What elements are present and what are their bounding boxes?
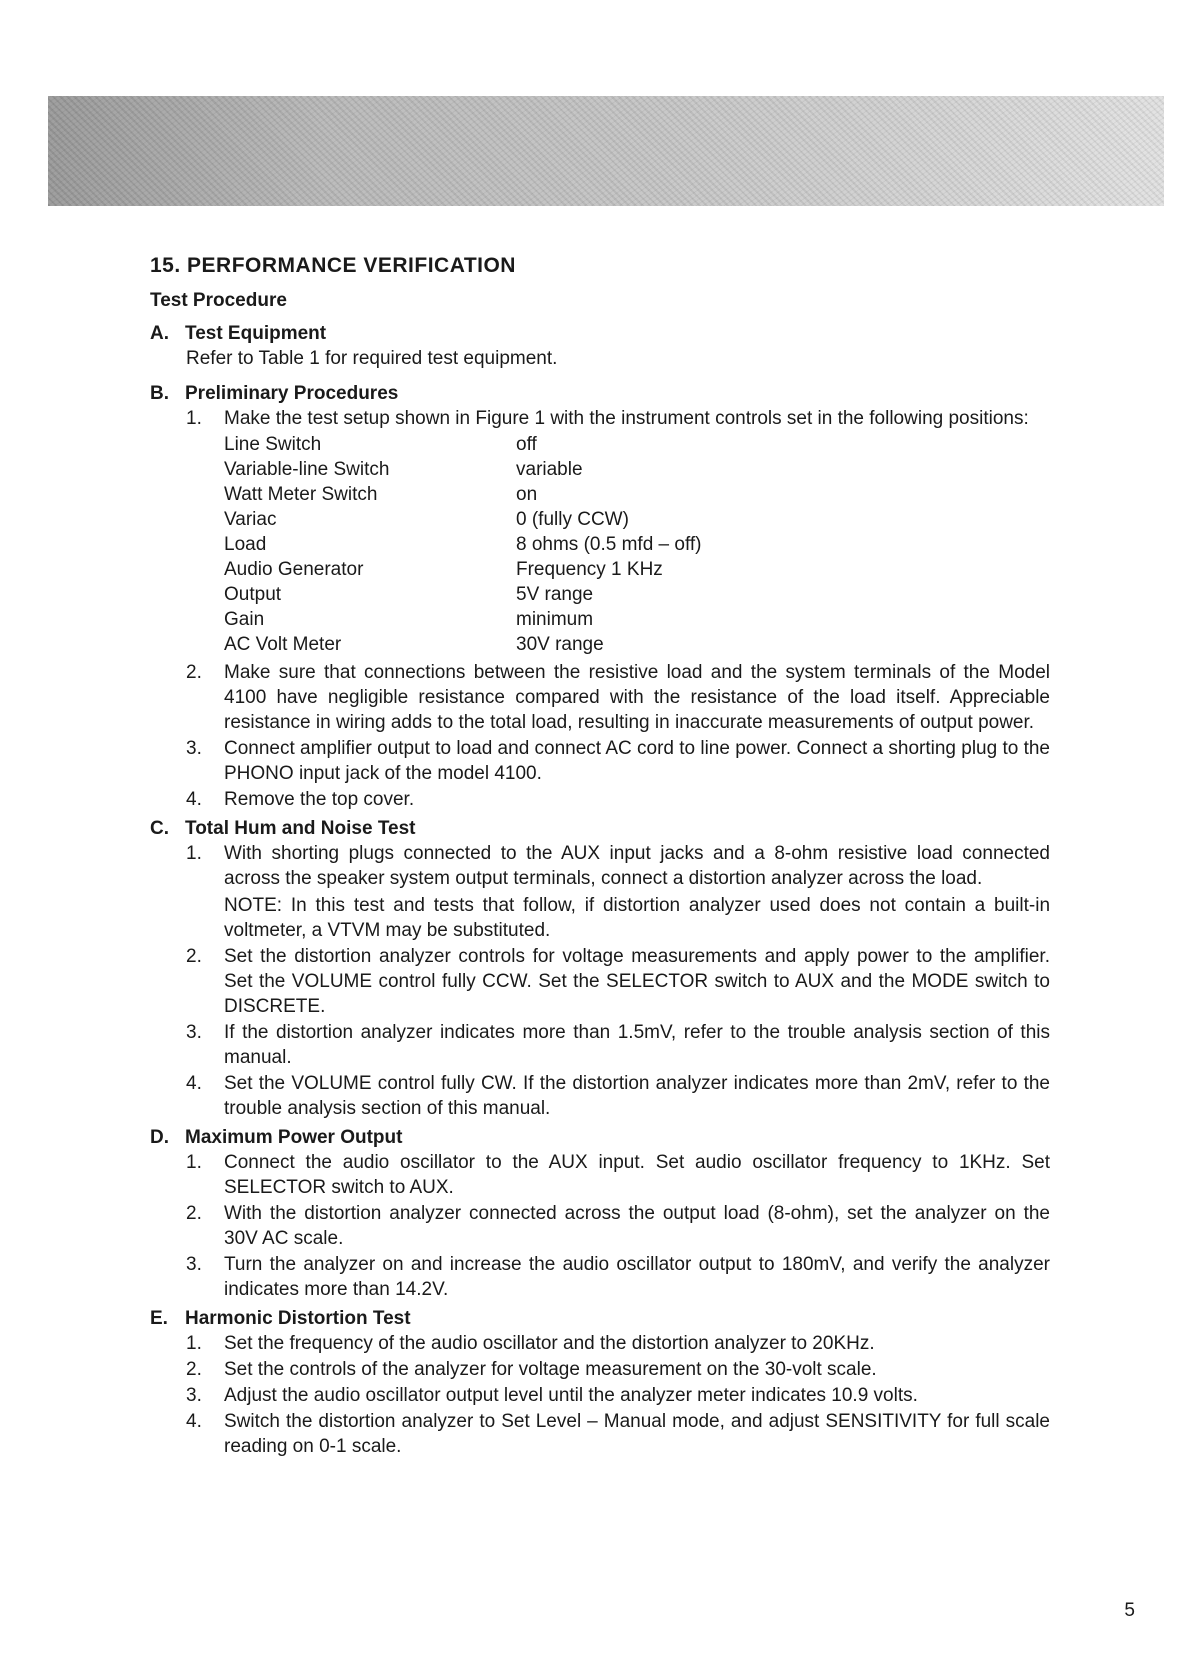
item-number: 1. xyxy=(186,843,202,864)
note-text: In this test and tests that follow, if distortion analyzer used does not contain a built-in voltmeter, a VTVM may be substituted. xyxy=(224,895,1051,941)
setting-control: Load xyxy=(224,534,267,555)
section-title-text: Test Equipment xyxy=(185,323,327,344)
section-a-heading xyxy=(150,321,1050,346)
list-item xyxy=(186,406,1050,659)
section-letter: E. xyxy=(150,1308,168,1329)
setting-control: AC Volt Meter xyxy=(224,634,342,655)
list-item xyxy=(186,1071,1050,1121)
item-number: 1. xyxy=(186,1152,202,1173)
item-text: Make sure that connections between the resistive load and the system terminals of the Model 4100 have negligible resistance compared with the resistance of the load itself. Appreciable resistance in wiring adds to the total load, resulting in inaccurate measurements of output power. xyxy=(224,662,1050,733)
settings-row xyxy=(224,582,1050,607)
page-content xyxy=(150,253,1050,1463)
item-number: 3. xyxy=(186,1022,202,1043)
section-letter: A. xyxy=(150,323,169,344)
item-text: Set the frequency of the audio oscillator and the distortion analyzer to 20KHz. xyxy=(224,1333,875,1354)
list-item xyxy=(186,1020,1050,1070)
section-title-text: Preliminary Procedures xyxy=(185,383,399,404)
item-number: 2. xyxy=(186,1203,202,1224)
item-text: Set the VOLUME control fully CW. If the distortion analyzer indicates more than 2mV, refer to the trouble analysis section of this manual. xyxy=(224,1073,1050,1119)
item-number: 3. xyxy=(186,738,202,759)
section-letter: D. xyxy=(150,1127,169,1148)
note-label: NOTE: xyxy=(224,895,283,916)
settings-table xyxy=(224,432,1050,657)
section-title-text: Harmonic Distortion Test xyxy=(185,1308,411,1329)
section-e xyxy=(150,1306,1050,1459)
setting-control: Output xyxy=(224,584,282,605)
item-text: With shorting plugs connected to the AUX input jacks and a 8-ohm resistive load connected across the speaker system output terminals, connect a distortion analyzer across the load. xyxy=(224,843,1050,889)
test-procedure-heading: Test Procedure xyxy=(150,290,287,311)
list-item xyxy=(186,1357,1050,1382)
setting-value: 30V range xyxy=(516,634,604,655)
section-b xyxy=(150,381,1050,812)
setting-value: Frequency 1 KHz xyxy=(516,559,663,580)
settings-row xyxy=(224,507,1050,532)
setting-value: variable xyxy=(516,459,583,480)
section-title-text: Total Hum and Noise Test xyxy=(185,818,416,839)
setting-value: off xyxy=(516,434,537,455)
item-number: 4. xyxy=(186,789,202,810)
setting-value: 8 ohms (0.5 mfd – off) xyxy=(516,534,702,555)
list-item xyxy=(186,1409,1050,1459)
settings-row xyxy=(224,482,1050,507)
section-letter: B. xyxy=(150,383,169,404)
setting-control: Gain xyxy=(224,609,265,630)
item-text: Adjust the audio oscillator output level until the analyzer meter indicates 10.9 volts. xyxy=(224,1385,918,1406)
setting-control: Watt Meter Switch xyxy=(224,484,378,505)
settings-row xyxy=(224,557,1050,582)
settings-row xyxy=(224,532,1050,557)
item-text: Turn the analyzer on and increase the audio oscillator output to 180mV, and verify the analyzer indicates more than 14.2V. xyxy=(224,1254,1050,1300)
item-number: 1. xyxy=(186,408,202,429)
item-text: Make the test setup shown in Figure 1 with the instrument controls set in the following positions: xyxy=(224,408,1029,429)
setting-value: 0 (fully CCW) xyxy=(516,509,629,530)
note xyxy=(224,893,1050,943)
item-number: 2. xyxy=(186,1359,202,1380)
item-number: 3. xyxy=(186,1385,202,1406)
list-item xyxy=(186,1201,1050,1251)
list-item xyxy=(186,944,1050,1019)
item-text: Connect the audio oscillator to the AUX input. Set audio oscillator frequency to 1KHz. Set SELECTOR switch to AUX. xyxy=(224,1152,1050,1198)
item-number: 4. xyxy=(186,1411,202,1432)
item-text: With the distortion analyzer connected across the output load (8-ohm), set the analyzer on the 30V AC scale. xyxy=(224,1203,1050,1249)
item-number: 2. xyxy=(186,946,202,967)
section-d-heading xyxy=(150,1125,1050,1150)
item-number: 3. xyxy=(186,1254,202,1275)
section-c xyxy=(150,816,1050,1121)
page-number: 5 xyxy=(1124,1600,1135,1621)
section-letter: C. xyxy=(150,818,169,839)
item-text: Set the controls of the analyzer for voltage measurement on the 30-volt scale. xyxy=(224,1359,877,1380)
item-number: 4. xyxy=(186,1073,202,1094)
setting-control: Variac xyxy=(224,509,277,530)
list-item xyxy=(186,1150,1050,1200)
list-item xyxy=(186,1331,1050,1356)
list-item xyxy=(186,841,1050,943)
settings-row xyxy=(224,607,1050,632)
item-text: If the distortion analyzer indicates more than 1.5mV, refer to the trouble analysis section of this manual. xyxy=(224,1022,1050,1068)
setting-value: minimum xyxy=(516,609,594,630)
section-title: 15. PERFORMANCE VERIFICATION xyxy=(150,254,516,277)
item-text: Switch the distortion analyzer to Set Level – Manual mode, and adjust SENSITIVITY for full scale reading on 0-1 scale. xyxy=(224,1411,1050,1457)
section-title-text: Maximum Power Output xyxy=(185,1127,403,1148)
setting-value: on xyxy=(516,484,538,505)
settings-row xyxy=(224,432,1050,457)
list-item xyxy=(186,736,1050,786)
header-band xyxy=(48,96,1164,206)
setting-control: Line Switch xyxy=(224,434,322,455)
section-a xyxy=(150,321,1050,371)
item-number: 1. xyxy=(186,1333,202,1354)
item-text: Set the distortion analyzer controls for voltage measurements and apply power to the amplifier. Set the VOLUME control fully CCW. Set the SELECTOR switch to AUX and the MODE switch to DISCRETE. xyxy=(224,946,1050,1017)
list-item xyxy=(186,787,1050,812)
setting-control: Variable-line Switch xyxy=(224,459,390,480)
item-number: 2. xyxy=(186,662,202,683)
section-c-heading xyxy=(150,816,1050,841)
list-item xyxy=(186,660,1050,735)
list-item xyxy=(186,1252,1050,1302)
section-a-text: Refer to Table 1 for required test equipment. xyxy=(186,348,558,369)
list-item xyxy=(186,1383,1050,1408)
section-e-heading xyxy=(150,1306,1050,1331)
item-text: Connect amplifier output to load and connect AC cord to line power. Connect a shorting plug to the PHONO input jack of the model 4100. xyxy=(224,738,1050,784)
settings-row xyxy=(224,457,1050,482)
section-d xyxy=(150,1125,1050,1302)
settings-row xyxy=(224,632,1050,657)
section-b-heading xyxy=(150,381,1050,406)
setting-value: 5V range xyxy=(516,584,594,605)
item-text: Remove the top cover. xyxy=(224,789,415,810)
setting-control: Audio Generator xyxy=(224,559,364,580)
